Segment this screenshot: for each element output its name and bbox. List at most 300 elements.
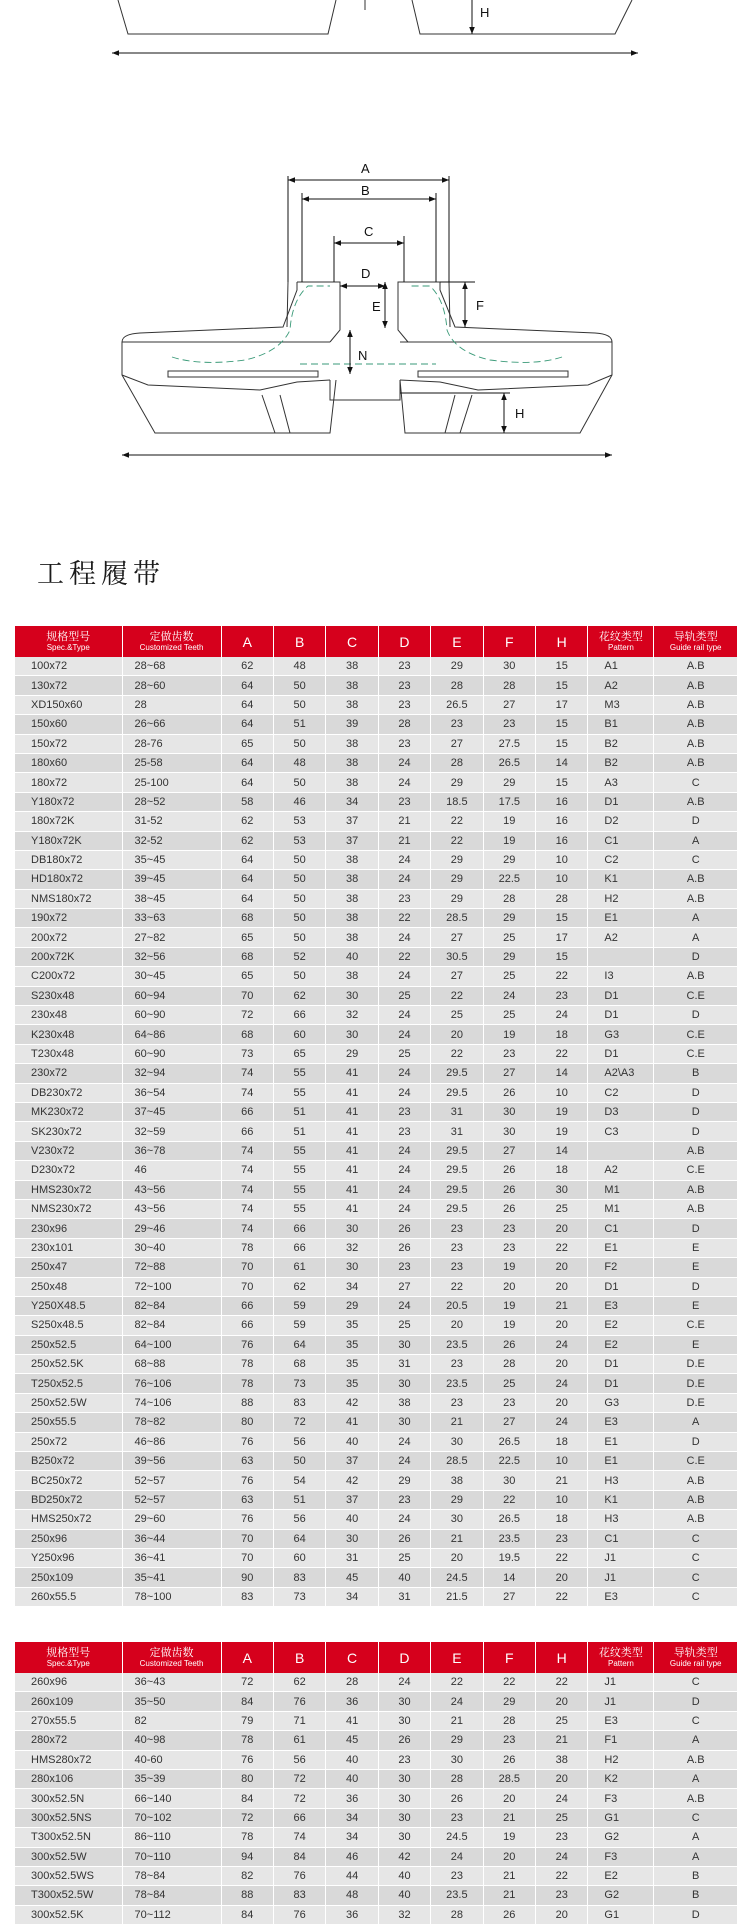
table-cell: 280x72	[15, 1731, 122, 1750]
column-header-a: A	[221, 626, 273, 657]
table-cell: C	[654, 1548, 737, 1567]
table-cell: 24	[378, 1006, 430, 1025]
column-header-h: H	[536, 1642, 588, 1673]
table-cell: 64	[221, 753, 273, 772]
table-cell: 28.5	[431, 909, 483, 928]
table-cell: 300x52.5WS	[15, 1866, 122, 1885]
table-cell: 35~45	[122, 850, 221, 869]
table-cell: 17	[536, 928, 588, 947]
table-row	[15, 1393, 737, 1412]
table-cell: 25	[536, 1199, 588, 1218]
table-cell: S230x48	[15, 986, 122, 1005]
table-cell: F3	[588, 1789, 654, 1808]
table-cell: BD250x72	[15, 1490, 122, 1509]
table-cell: 51	[273, 715, 325, 734]
table-cell: 39~45	[122, 870, 221, 889]
table-cell: 29	[431, 1731, 483, 1750]
table-row	[15, 1587, 737, 1606]
table-cell: 22	[536, 967, 588, 986]
table-cell: 66~140	[122, 1789, 221, 1808]
table-cell: 55	[273, 1199, 325, 1218]
column-header-a: A	[221, 1642, 273, 1673]
table-row	[15, 1122, 737, 1141]
table-cell: 270x55.5	[15, 1711, 122, 1730]
table-cell: 29~46	[122, 1219, 221, 1238]
table-cell: A.B	[654, 753, 737, 772]
table-cell: 26	[378, 1219, 430, 1238]
table-cell: 21	[536, 1471, 588, 1490]
table-cell: 78~84	[122, 1886, 221, 1905]
table-cell: 28-76	[122, 734, 221, 753]
table-cell: 24	[378, 967, 430, 986]
table-cell: B	[654, 1064, 737, 1083]
table-cell: G2	[588, 1828, 654, 1847]
table-cell: 19	[483, 1025, 535, 1044]
table-row	[15, 1277, 737, 1296]
table-row	[15, 1219, 737, 1238]
table-cell: 200x72K	[15, 947, 122, 966]
column-header	[15, 1642, 122, 1673]
table-cell: 50	[273, 676, 325, 695]
table-cell: 34	[326, 1277, 378, 1296]
table-cell: E3	[588, 1413, 654, 1432]
table-row	[15, 889, 737, 908]
table-cell: 21	[536, 1296, 588, 1315]
table-cell: 42	[378, 1847, 430, 1866]
table-cell: 300x52.5K	[15, 1905, 122, 1924]
table-row	[15, 1490, 737, 1509]
table-cell: 84	[221, 1789, 273, 1808]
table-cell: 23	[431, 1219, 483, 1238]
table-row	[15, 1161, 737, 1180]
table-cell: 23	[378, 695, 430, 714]
column-header-e: E	[431, 626, 483, 657]
table-cell: 19	[483, 831, 535, 850]
table-cell: A.B	[654, 1510, 737, 1529]
table-cell: 18	[536, 1025, 588, 1044]
table-cell: 66	[221, 1122, 273, 1141]
table-row	[15, 1083, 737, 1102]
table-cell: 60~94	[122, 986, 221, 1005]
table-cell: 24	[536, 1789, 588, 1808]
table-cell: 14	[536, 753, 588, 772]
table-cell: 30	[378, 1808, 430, 1827]
table-cell: D2	[588, 812, 654, 831]
table-cell: HMS250x72	[15, 1510, 122, 1529]
table-cell: 76	[221, 1750, 273, 1769]
table-cell: 66	[221, 1102, 273, 1121]
table-cell: 25	[431, 1006, 483, 1025]
table-cell: C1	[588, 1529, 654, 1548]
table-cell: 230x96	[15, 1219, 122, 1238]
table-cell: 38	[326, 928, 378, 947]
table-cell: 25	[483, 1374, 535, 1393]
table-row	[15, 1529, 737, 1548]
table-cell: 41	[326, 1711, 378, 1730]
table-cell: 24	[378, 928, 430, 947]
table-cell: 21	[483, 1886, 535, 1905]
table-cell: D	[654, 947, 737, 966]
table-cell: A2	[588, 1161, 654, 1180]
table-cell: 24	[378, 1141, 430, 1160]
table-cell: 32	[378, 1905, 430, 1924]
table-cell: 260x55.5	[15, 1587, 122, 1606]
table-row	[15, 1316, 737, 1335]
table-cell: A	[654, 909, 737, 928]
table-cell: S250x48.5	[15, 1316, 122, 1335]
table-cell: 23	[378, 1258, 430, 1277]
table-cell: 28~60	[122, 676, 221, 695]
table-cell: 50	[273, 889, 325, 908]
table-cell: T300x52.5N	[15, 1828, 122, 1847]
table-cell: 150x72	[15, 734, 122, 753]
table-cell: D	[654, 1432, 737, 1451]
table-cell: C.E	[654, 1025, 737, 1044]
table-row	[15, 1568, 737, 1587]
table-cell: 24	[378, 1199, 430, 1218]
table-cell: 30~40	[122, 1238, 221, 1257]
table-cell: 56	[273, 1432, 325, 1451]
table-cell: 59	[273, 1316, 325, 1335]
table-cell	[588, 947, 654, 966]
table-cell: 51	[273, 1122, 325, 1141]
table-row	[15, 1692, 737, 1711]
table-cell: 29	[483, 909, 535, 928]
table-cell: 23	[536, 1886, 588, 1905]
table-cell: 40	[326, 1750, 378, 1769]
dim-label-h-top: H	[480, 5, 490, 20]
table-cell: 62	[273, 986, 325, 1005]
table-cell: 31	[326, 1548, 378, 1567]
table-cell: D1	[588, 1006, 654, 1025]
table-cell: 15	[536, 676, 588, 695]
table-cell: HMS280x72	[15, 1750, 122, 1769]
table-cell: 24	[378, 1025, 430, 1044]
table-cell: 72	[221, 1673, 273, 1692]
table-cell: 20	[536, 1769, 588, 1788]
table-cell: 23	[378, 657, 430, 676]
table-cell: 28	[483, 889, 535, 908]
table-cell: 23	[378, 734, 430, 753]
table-cell: 38	[326, 889, 378, 908]
table-cell: 36~44	[122, 1529, 221, 1548]
table-cell: 29.5	[431, 1199, 483, 1218]
table-cell: E	[654, 1335, 737, 1354]
table-cell: 30	[378, 1828, 430, 1847]
table-cell: 28	[378, 715, 430, 734]
table-cell: C.E	[654, 1316, 737, 1335]
table-cell: 28~52	[122, 792, 221, 811]
table-row	[15, 967, 737, 986]
table-row	[15, 1141, 737, 1160]
table-cell: A	[654, 1731, 737, 1750]
table-cell: 40	[326, 1769, 378, 1788]
table-cell: 38	[326, 753, 378, 772]
table-row	[15, 1025, 737, 1044]
table-cell: 30	[378, 1374, 430, 1393]
table-cell: A.B	[654, 967, 737, 986]
table-row	[15, 1199, 737, 1218]
table-cell: E1	[588, 1452, 654, 1471]
table-cell: 23	[378, 1122, 430, 1141]
table-cell: 64	[273, 1335, 325, 1354]
table-cell: 34	[326, 1587, 378, 1606]
table-row	[15, 1828, 737, 1847]
table-cell: 29~60	[122, 1510, 221, 1529]
table-cell: 50	[273, 909, 325, 928]
column-header	[588, 1642, 654, 1673]
dim-label-d: D	[361, 266, 371, 281]
table-cell: F1	[588, 1731, 654, 1750]
table-cell: 35~50	[122, 1692, 221, 1711]
table-cell: 76~106	[122, 1374, 221, 1393]
column-header-e: E	[431, 1642, 483, 1673]
table-cell: 66	[273, 1238, 325, 1257]
table-cell: 52	[273, 947, 325, 966]
table-cell: 65	[221, 928, 273, 947]
table-row	[15, 1866, 737, 1885]
table-cell: J1	[588, 1692, 654, 1711]
table-cell: 15	[536, 773, 588, 792]
table-row	[15, 1102, 737, 1121]
table-cell: 70	[221, 1529, 273, 1548]
table-cell: 65	[221, 734, 273, 753]
table-cell: 27.5	[483, 734, 535, 753]
table-cell: 40	[378, 1568, 430, 1587]
table-cell: 24	[378, 1452, 430, 1471]
table-cell: 73	[221, 1044, 273, 1063]
table-cell: A.B	[654, 695, 737, 714]
table-cell: 38	[326, 657, 378, 676]
table-cell: 180x72K	[15, 812, 122, 831]
table-cell: 100x72	[15, 657, 122, 676]
table-cell: 23	[483, 1393, 535, 1412]
table-cell: 37	[326, 1452, 378, 1471]
table-cell: 80	[221, 1413, 273, 1432]
table-cell: 30	[326, 1219, 378, 1238]
table-cell: 59	[273, 1296, 325, 1315]
table-cell: 29.5	[431, 1064, 483, 1083]
table-row	[15, 753, 737, 772]
table-cell: A.B	[654, 1789, 737, 1808]
column-header-en: Pattern	[608, 1659, 634, 1668]
table-cell: 55	[273, 1180, 325, 1199]
column-header-f: F	[483, 1642, 535, 1673]
table-cell: 65	[221, 967, 273, 986]
table-cell: 61	[273, 1731, 325, 1750]
table-cell: 54	[273, 1471, 325, 1490]
table-cell: 72	[273, 1789, 325, 1808]
table-cell: 29	[431, 773, 483, 792]
table-cell: 24	[431, 1847, 483, 1866]
table-cell: 27	[431, 928, 483, 947]
table-cell: A	[654, 1769, 737, 1788]
table-cell: 22	[536, 1044, 588, 1063]
table-cell: E3	[588, 1587, 654, 1606]
table-cell: 29	[431, 657, 483, 676]
table-cell: 78	[221, 1374, 273, 1393]
table-cell: E3	[588, 1296, 654, 1315]
table-cell: 23	[536, 986, 588, 1005]
table-cell: NMS230x72	[15, 1199, 122, 1218]
table-cell: 70~102	[122, 1808, 221, 1827]
table-cell: 68	[221, 1025, 273, 1044]
table-cell: 29	[326, 1044, 378, 1063]
table-cell: C2	[588, 850, 654, 869]
table-cell: T230x48	[15, 1044, 122, 1063]
table-cell: 26.5	[483, 1510, 535, 1529]
table-cell: 74	[221, 1083, 273, 1102]
table-cell: 28	[483, 676, 535, 695]
table-cell: BC250x72	[15, 1471, 122, 1490]
table-cell: 30	[378, 1692, 430, 1711]
table-cell: 25	[378, 1548, 430, 1567]
table-cell: A.B	[654, 1750, 737, 1769]
table-cell: A.B	[654, 676, 737, 695]
table-cell: 48	[273, 657, 325, 676]
table-cell: 76	[221, 1510, 273, 1529]
table-cell: 50	[273, 850, 325, 869]
table-cell: G1	[588, 1808, 654, 1827]
table-cell: D1	[588, 1355, 654, 1374]
table-cell: 64	[221, 676, 273, 695]
column-header-en: Pattern	[608, 643, 634, 652]
table-cell: 10	[536, 870, 588, 889]
table-row	[15, 1452, 737, 1471]
table-cell: 20	[536, 1355, 588, 1374]
table-cell: 80	[221, 1769, 273, 1788]
table-cell: 15	[536, 657, 588, 676]
table-cell: 24	[536, 1847, 588, 1866]
table-cell: 30	[483, 1471, 535, 1490]
table-cell: 29	[431, 1490, 483, 1509]
column-header-zh: 花纹类型	[598, 630, 643, 643]
table-cell: 41	[326, 1083, 378, 1102]
table-cell: 21.5	[431, 1587, 483, 1606]
table-cell: 40	[378, 1866, 430, 1885]
column-header	[122, 626, 221, 657]
dim-label-a: A	[361, 161, 370, 176]
table-cell: 23	[378, 1490, 430, 1509]
table-cell: J1	[588, 1568, 654, 1587]
table-cell: 76	[221, 1335, 273, 1354]
table-cell: 24	[536, 1006, 588, 1025]
table-cell: 38	[326, 676, 378, 695]
table-cell: 31	[431, 1122, 483, 1141]
table-cell: 53	[273, 831, 325, 850]
table-cell: 41	[326, 1102, 378, 1121]
table-cell: 23	[483, 1044, 535, 1063]
table-cell: HD180x72	[15, 870, 122, 889]
table-cell: 22	[431, 812, 483, 831]
table-cell: 64	[221, 850, 273, 869]
table-cell: A.B	[654, 1490, 737, 1509]
table-cell: 48	[326, 1886, 378, 1905]
table-cell: 19	[536, 1102, 588, 1121]
table-cell: A.B	[654, 1180, 737, 1199]
table-row	[15, 1510, 737, 1529]
table-cell: 39	[326, 715, 378, 734]
table-cell: 65	[273, 1044, 325, 1063]
table-cell: A.B	[654, 715, 737, 734]
table-cell: 29	[431, 850, 483, 869]
table-cell: 76	[273, 1866, 325, 1885]
table-cell: 64	[273, 1529, 325, 1548]
table-cell: B2	[588, 753, 654, 772]
table-cell: 41	[326, 1180, 378, 1199]
table-cell: 37	[326, 812, 378, 831]
table-cell: 20	[536, 1393, 588, 1412]
table-cell: 28	[483, 1711, 535, 1730]
table-cell: 230x72	[15, 1064, 122, 1083]
table-row	[15, 1905, 737, 1924]
table-cell: 30	[326, 986, 378, 1005]
table-cell: 51	[273, 1490, 325, 1509]
table-cell: C.E	[654, 1044, 737, 1063]
table-cell: 88	[221, 1886, 273, 1905]
table-cell: 66	[273, 1006, 325, 1025]
table-cell: 73	[273, 1587, 325, 1606]
table-cell: 22	[431, 1277, 483, 1296]
table-cell: 46~86	[122, 1432, 221, 1451]
table-cell: 41	[326, 1161, 378, 1180]
table-cell: 45	[326, 1731, 378, 1750]
table-cell: 24	[378, 1083, 430, 1102]
table-cell: 24.5	[431, 1568, 483, 1587]
table-cell: F3	[588, 1847, 654, 1866]
table-cell: 31-52	[122, 812, 221, 831]
table-cell: 74	[221, 1199, 273, 1218]
table-cell: 68	[273, 1355, 325, 1374]
table-cell: 34	[326, 1808, 378, 1827]
column-header-zh: 导轨类型	[673, 1646, 718, 1659]
table-cell: 38	[326, 734, 378, 753]
table-cell: 29	[431, 889, 483, 908]
table-cell: A	[654, 928, 737, 947]
table-row	[15, 1789, 737, 1808]
table-cell: 30	[326, 1025, 378, 1044]
table-cell: 19	[483, 1316, 535, 1335]
table-cell: 23	[483, 1219, 535, 1238]
table-cell: 30	[431, 1510, 483, 1529]
table-cell: 35	[326, 1374, 378, 1393]
table-cell: 38	[326, 773, 378, 792]
table-cell: 20	[483, 1847, 535, 1866]
table-cell: 40	[326, 947, 378, 966]
column-header	[122, 1642, 221, 1673]
table-cell: 83	[273, 1886, 325, 1905]
table-cell: 23.5	[431, 1886, 483, 1905]
table-cell: J1	[588, 1673, 654, 1692]
table-cell: 88	[221, 1393, 273, 1412]
table-cell: 250x52.5W	[15, 1393, 122, 1412]
table-cell: 30	[431, 1750, 483, 1769]
table-cell: 20	[431, 1316, 483, 1335]
table-cell: 24	[431, 1692, 483, 1711]
column-header	[654, 1642, 737, 1673]
table-cell: 23	[431, 1866, 483, 1885]
table-cell: MK230x72	[15, 1102, 122, 1121]
table-cell: 64	[221, 870, 273, 889]
table-row	[15, 657, 737, 676]
table-cell: 28	[431, 1905, 483, 1924]
table-cell: 53	[273, 812, 325, 831]
table-cell: 56	[273, 1510, 325, 1529]
table-cell: 64~86	[122, 1025, 221, 1044]
table-cell: K230x48	[15, 1025, 122, 1044]
table-row	[15, 1731, 737, 1750]
table-cell: 23	[536, 1828, 588, 1847]
